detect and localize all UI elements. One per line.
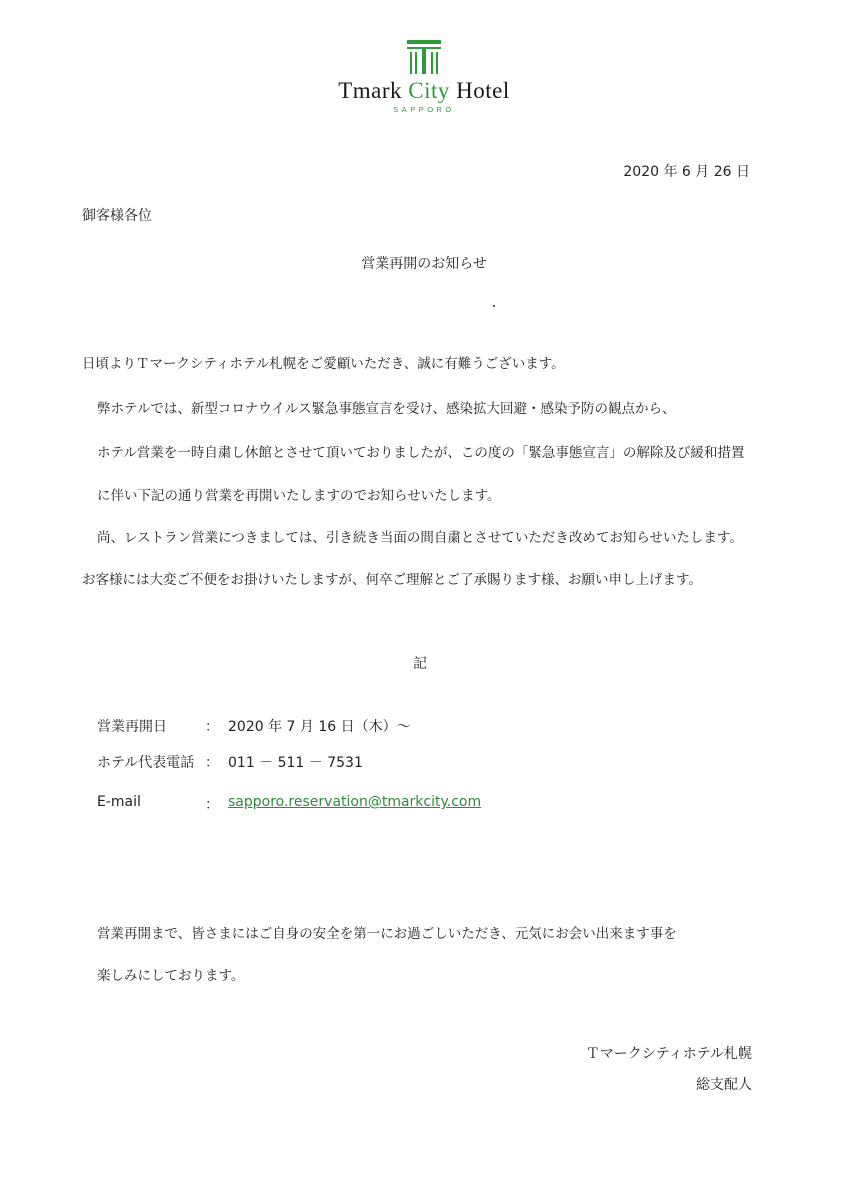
body-line-1: 日頃よりＴマークシティホテル札幌をご愛顧いただき、誠に有難うございます。	[82, 356, 565, 372]
hotel-logo-name	[0, 78, 848, 104]
detail-value-phone: 011 － 511 － 7531	[228, 755, 363, 771]
letter-title: 営業再開のお知らせ	[361, 256, 487, 272]
hotel-logo-mark-icon	[407, 40, 441, 74]
hotel-name-accent: City	[408, 78, 450, 103]
signature-title: 総支配人	[696, 1077, 752, 1093]
detail-value-email	[228, 794, 481, 810]
hotel-location: SAPPORO	[393, 105, 455, 114]
detail-label-phone: ホテル代表電話	[97, 755, 195, 771]
body-line-4: に伴い下記の通り営業を再開いたしますのでお知らせいたします。	[97, 488, 501, 504]
detail-colon: ：	[205, 755, 219, 771]
detail-label-email: E-mail	[97, 794, 141, 810]
closing-line-2: 楽しみにしております。	[97, 968, 245, 984]
detail-value-reopen-date: 2020 年 7 月 16 日（木）～	[228, 719, 411, 735]
closing-line-1: 営業再開まで、皆さまにはご自身の安全を第一にお過ごしいただき、元気にお会い出来ます事を	[97, 926, 677, 942]
signature-org: Ｔマークシティホテル札幌	[585, 1046, 752, 1062]
hotel-logo	[0, 40, 848, 114]
hotel-name-prefix: Tmark	[338, 78, 409, 103]
hotel-name-suffix: Hotel	[449, 78, 510, 103]
stray-dot	[493, 305, 495, 307]
detail-colon: ：	[205, 797, 219, 813]
email-link[interactable]: sapporo.reservation@tmarkcity.com	[228, 794, 482, 810]
ki-heading: 記	[413, 656, 427, 672]
body-line-3: ホテル営業を一時自粛し休館とさせて頂いておりましたが、この度の「緊急事態宣言」の解除及び緩和措置	[97, 445, 745, 461]
body-line-2: 弊ホテルでは、新型コロナウイルス緊急事態宣言を受け、感染拡大回避・感染予防の観点から、	[97, 401, 676, 417]
detail-label-reopen-date: 営業再開日	[97, 719, 167, 735]
body-line-6: お客様には大変ご不便をお掛けいたしますが、何卒ご理解とご了承賜ります様、お願い申し上げます。	[82, 572, 702, 588]
letter-date: 2020 年 6 月 26 日	[623, 164, 750, 180]
body-line-5: 尚、レストラン営業につきましては、引き続き当面の間自粛とさせていただき改めてお知らせいたします。	[97, 530, 743, 546]
letter-addressee: 御客様各位	[82, 208, 152, 224]
detail-colon: ：	[205, 719, 219, 735]
